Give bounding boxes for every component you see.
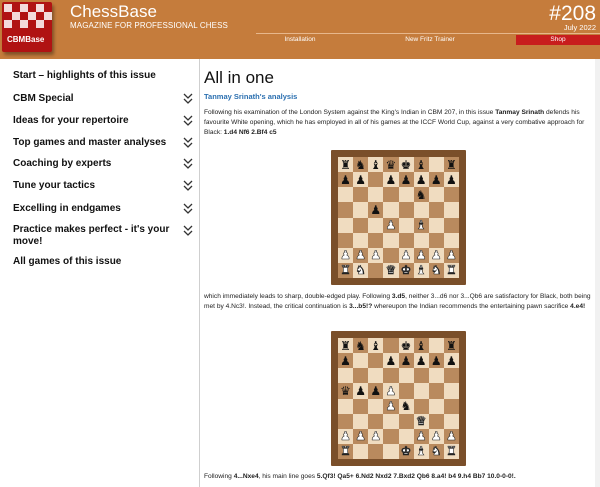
board-square — [399, 444, 414, 459]
board-square — [399, 353, 414, 368]
board-square — [338, 187, 353, 202]
sidebar-item-top-games[interactable]: Top games and master analyses — [13, 137, 167, 148]
issue-number: #208 — [549, 2, 596, 25]
board-square — [429, 414, 444, 429]
logo-box — [2, 2, 52, 52]
white-pawn-icon: ♟ — [355, 429, 367, 444]
chevron-down-icon[interactable] — [183, 136, 193, 150]
brand-name: ChessBase — [70, 2, 157, 21]
board-square — [353, 383, 368, 398]
black-pawn-icon: ♟ — [430, 353, 442, 368]
board-square — [414, 383, 429, 398]
black-king-icon: ♚ — [400, 338, 412, 353]
board-square — [399, 233, 414, 248]
board-square — [399, 263, 414, 278]
board-square — [429, 218, 444, 233]
board-square — [353, 218, 368, 233]
board-square — [414, 368, 429, 383]
board-square — [399, 338, 414, 353]
black-knight-icon: ♞ — [400, 399, 412, 414]
nav-new-fritz-trainer[interactable]: New Fritz Trainer — [405, 36, 455, 43]
board-square — [383, 233, 398, 248]
board-square — [444, 399, 459, 414]
white-pawn-icon: ♟ — [385, 399, 397, 414]
white-pawn-icon: ♟ — [446, 248, 457, 263]
scrollbar[interactable] — [595, 59, 600, 487]
chevron-down-icon[interactable] — [183, 202, 193, 216]
board-square — [338, 399, 353, 414]
black-bishop-icon: ♝ — [370, 338, 382, 353]
board-square — [353, 248, 368, 263]
board-square — [399, 429, 414, 444]
board-square — [444, 444, 459, 459]
sidebar-item-cbm-special[interactable]: CBM Special — [13, 93, 74, 104]
logo-check-square — [4, 20, 12, 28]
black-queen-icon: ♛ — [340, 383, 351, 398]
board-square — [383, 383, 398, 398]
board-square — [414, 353, 429, 368]
black-pawn-icon: ♟ — [430, 172, 442, 187]
chevron-down-icon[interactable] — [183, 114, 193, 128]
article-content — [200, 59, 600, 487]
board-square — [444, 172, 459, 187]
board-square — [368, 263, 383, 278]
black-king-icon: ♚ — [400, 157, 412, 172]
board-square — [429, 338, 444, 353]
board-square — [338, 353, 353, 368]
board-square — [353, 353, 368, 368]
board-square — [353, 233, 368, 248]
white-pawn-icon: ♟ — [355, 248, 367, 263]
board-square — [383, 399, 398, 414]
board-square — [429, 353, 444, 368]
board-square — [399, 172, 414, 187]
article-paragraph-2: which immediately leads to sharp, double-edged play. Following 3.d5, neither 3...d6 nor 3...Qb6 are satisfactory for Black, both being met by 4.Nc3!. Instead, the critical continuation is 3...b5!? whereupon the Indian recommends the entertaining pawn sacrifice 4.e4! — [204, 293, 591, 310]
board-square — [444, 233, 459, 248]
board-square — [414, 414, 429, 429]
board-square — [368, 353, 383, 368]
white-bishop-icon: ♝ — [415, 218, 427, 233]
board-square — [338, 202, 353, 217]
board-square — [399, 187, 414, 202]
white-pawn-icon: ♟ — [370, 429, 382, 444]
board-square — [368, 429, 383, 444]
sidebar-item-start[interactable]: Start – highlights of this issue — [13, 70, 156, 81]
white-king-icon: ♚ — [400, 444, 412, 459]
black-pawn-icon: ♟ — [370, 202, 382, 217]
white-pawn-icon: ♟ — [415, 248, 427, 263]
board-square — [368, 399, 383, 414]
board-square — [368, 233, 383, 248]
white-pawn-icon: ♟ — [430, 248, 442, 263]
board-square — [414, 429, 429, 444]
board-square — [429, 202, 444, 217]
board-square — [383, 218, 398, 233]
board-square — [338, 248, 353, 263]
white-pawn-icon: ♟ — [385, 218, 397, 233]
board-square — [353, 187, 368, 202]
logo-check-square — [20, 4, 28, 12]
board-square — [444, 383, 459, 398]
white-rook-icon: ♜ — [446, 263, 457, 278]
black-bishop-icon: ♝ — [415, 338, 427, 353]
board-square — [368, 187, 383, 202]
board-square — [353, 399, 368, 414]
board-square — [444, 429, 459, 444]
header-bar — [0, 0, 600, 59]
board-square — [399, 383, 414, 398]
board-square — [383, 368, 398, 383]
white-pawn-icon: ♟ — [385, 383, 397, 398]
chevron-down-icon[interactable] — [183, 92, 193, 106]
article-paragraph-1: Following his examination of the London System against the King's Indian in CBM 207, in this issue Tanmay Srinath defends his favourite White opening, which he has employed in all of his games at the ICCF World Cup, against a very combative approach for Black: 1.d4 Nf6 2.Bf4 c5 — [204, 109, 585, 136]
board-square — [414, 202, 429, 217]
white-rook-icon: ♜ — [340, 444, 351, 459]
board-square — [429, 187, 444, 202]
board-square — [368, 157, 383, 172]
board-square — [338, 218, 353, 233]
board-square — [383, 263, 398, 278]
board-square — [444, 263, 459, 278]
board-square — [399, 202, 414, 217]
white-pawn-icon: ♟ — [415, 429, 427, 444]
board-square — [338, 338, 353, 353]
sidebar-item-all-games[interactable]: All games of this issue — [13, 256, 122, 267]
board-square — [368, 414, 383, 429]
white-pawn-icon: ♟ — [400, 248, 412, 263]
black-pawn-icon: ♟ — [400, 353, 412, 368]
board-square — [429, 233, 444, 248]
board-square — [429, 444, 444, 459]
brand-tagline: MAGAZINE FOR PROFESSIONAL CHESS — [70, 21, 228, 30]
board-square — [444, 414, 459, 429]
white-rook-icon: ♜ — [446, 444, 457, 459]
board-square — [353, 444, 368, 459]
black-knight-icon: ♞ — [415, 187, 427, 202]
board-square — [353, 368, 368, 383]
board-square — [414, 444, 429, 459]
board-square — [414, 157, 429, 172]
board-square — [353, 414, 368, 429]
black-bishop-icon: ♝ — [370, 157, 382, 172]
white-pawn-icon: ♟ — [340, 248, 351, 263]
board-square — [429, 172, 444, 187]
white-queen-icon: ♛ — [415, 414, 427, 429]
white-knight-icon: ♞ — [355, 263, 367, 278]
board-square — [338, 368, 353, 383]
board-square — [368, 248, 383, 263]
white-pawn-icon: ♟ — [340, 429, 351, 444]
board-square — [444, 248, 459, 263]
black-pawn-icon: ♟ — [340, 172, 351, 187]
board-square — [444, 218, 459, 233]
author-link[interactable]: Tanmay Srinath's analysis — [204, 92, 298, 101]
board-square — [429, 368, 444, 383]
board-square — [338, 233, 353, 248]
board-square — [444, 157, 459, 172]
board-square — [429, 399, 444, 414]
board-square — [414, 338, 429, 353]
sidebar-item-practice[interactable]: Practice makes perfect - it's your move! — [13, 224, 170, 247]
chevron-down-icon[interactable] — [183, 179, 193, 193]
board-square — [444, 338, 459, 353]
board-square — [383, 338, 398, 353]
board-square — [429, 157, 444, 172]
black-pawn-icon: ♟ — [446, 172, 457, 187]
chess-diagram-1 — [331, 150, 466, 285]
logo-check-square — [28, 12, 36, 20]
board-square — [414, 172, 429, 187]
logo-check-square — [44, 12, 52, 20]
board-square — [383, 444, 398, 459]
chevron-down-icon[interactable] — [183, 224, 193, 238]
board-square — [368, 202, 383, 217]
black-rook-icon: ♜ — [340, 338, 351, 353]
sidebar-item-tactics[interactable]: Tune your tactics — [13, 180, 96, 191]
nav-installation[interactable]: Installation — [284, 36, 316, 43]
article-paragraph-3: Following 4...Nxe4, his main line goes 5.Qf3! Qa5+ 6.Nd2 Nxd2 7.Bxd2 Qb6 8.a4! b4 9.h4 Bb7 10.0-0-0!. — [204, 473, 516, 480]
black-pawn-icon: ♟ — [400, 172, 412, 187]
black-rook-icon: ♜ — [446, 157, 457, 172]
logo-check-square — [20, 20, 28, 28]
board-square — [444, 368, 459, 383]
board-square — [383, 202, 398, 217]
board-square — [414, 218, 429, 233]
board-square — [353, 338, 368, 353]
board-square — [338, 383, 353, 398]
board-square — [444, 202, 459, 217]
board-square — [383, 157, 398, 172]
black-pawn-icon: ♟ — [446, 353, 457, 368]
white-knight-icon: ♞ — [430, 444, 442, 459]
board-square — [399, 248, 414, 263]
chess-diagram-2 — [331, 331, 466, 466]
board-square — [353, 429, 368, 444]
board-square — [353, 157, 368, 172]
black-bishop-icon: ♝ — [415, 157, 427, 172]
board-square — [399, 368, 414, 383]
board-square — [338, 263, 353, 278]
white-bishop-icon: ♝ — [415, 444, 427, 459]
white-pawn-icon: ♟ — [446, 429, 457, 444]
board-square — [383, 172, 398, 187]
board-square — [368, 444, 383, 459]
board-square — [429, 263, 444, 278]
black-pawn-icon: ♟ — [355, 172, 367, 187]
board-square — [414, 248, 429, 263]
board-square — [368, 368, 383, 383]
black-pawn-icon: ♟ — [385, 172, 397, 187]
black-pawn-icon: ♟ — [415, 353, 427, 368]
nav-shop[interactable]: Shop — [516, 35, 600, 45]
white-queen-icon: ♛ — [385, 263, 397, 278]
sidebar — [0, 59, 200, 487]
board-square — [444, 353, 459, 368]
black-pawn-icon: ♟ — [340, 353, 351, 368]
logo-check-square — [12, 12, 20, 20]
board-square — [353, 202, 368, 217]
board-square — [414, 399, 429, 414]
black-knight-icon: ♞ — [355, 338, 367, 353]
issue-date: July 2022 — [563, 23, 596, 32]
board-square — [414, 233, 429, 248]
board-square — [414, 187, 429, 202]
board-square — [368, 338, 383, 353]
black-rook-icon: ♜ — [340, 157, 351, 172]
black-pawn-icon: ♟ — [370, 383, 382, 398]
board-square — [399, 157, 414, 172]
black-pawn-icon: ♟ — [415, 172, 427, 187]
logo-check-square — [4, 4, 12, 12]
board-square — [414, 263, 429, 278]
black-pawn-icon: ♟ — [355, 383, 367, 398]
white-pawn-icon: ♟ — [370, 248, 382, 263]
logo-check-square — [36, 20, 44, 28]
board-square — [429, 383, 444, 398]
board-square — [338, 172, 353, 187]
board-square — [338, 444, 353, 459]
sidebar-item-endgames[interactable]: Excelling in endgames — [13, 203, 121, 214]
logo-text: CBMBase — [7, 35, 45, 44]
black-queen-icon: ♛ — [385, 157, 397, 172]
board-square — [338, 157, 353, 172]
black-knight-icon: ♞ — [355, 157, 367, 172]
board-square — [383, 248, 398, 263]
board-square — [383, 187, 398, 202]
board-square — [383, 429, 398, 444]
top-nav — [256, 33, 600, 44]
logo-check-square — [36, 4, 44, 12]
board-square — [353, 172, 368, 187]
board-square — [383, 414, 398, 429]
white-king-icon: ♚ — [400, 263, 412, 278]
chevron-down-icon[interactable] — [183, 157, 193, 171]
sidebar-item-coaching[interactable]: Coaching by experts — [13, 158, 112, 169]
board-square — [353, 263, 368, 278]
board-square — [338, 414, 353, 429]
board-square — [383, 353, 398, 368]
board-square — [429, 429, 444, 444]
black-rook-icon: ♜ — [446, 338, 457, 353]
board-square — [429, 248, 444, 263]
black-pawn-icon: ♟ — [385, 353, 397, 368]
white-knight-icon: ♞ — [430, 263, 442, 278]
article-title: All in one — [204, 68, 274, 87]
board-square — [368, 383, 383, 398]
board-square — [338, 429, 353, 444]
board-square — [399, 218, 414, 233]
board-square — [399, 414, 414, 429]
board-square — [399, 399, 414, 414]
board-square — [368, 218, 383, 233]
white-pawn-icon: ♟ — [430, 429, 442, 444]
board-square — [368, 172, 383, 187]
white-bishop-icon: ♝ — [415, 263, 427, 278]
board-square — [444, 187, 459, 202]
chessbase-logo[interactable] — [2, 2, 58, 56]
white-rook-icon: ♜ — [340, 263, 351, 278]
sidebar-item-ideas-repertoire[interactable]: Ideas for your repertoire — [13, 115, 129, 126]
